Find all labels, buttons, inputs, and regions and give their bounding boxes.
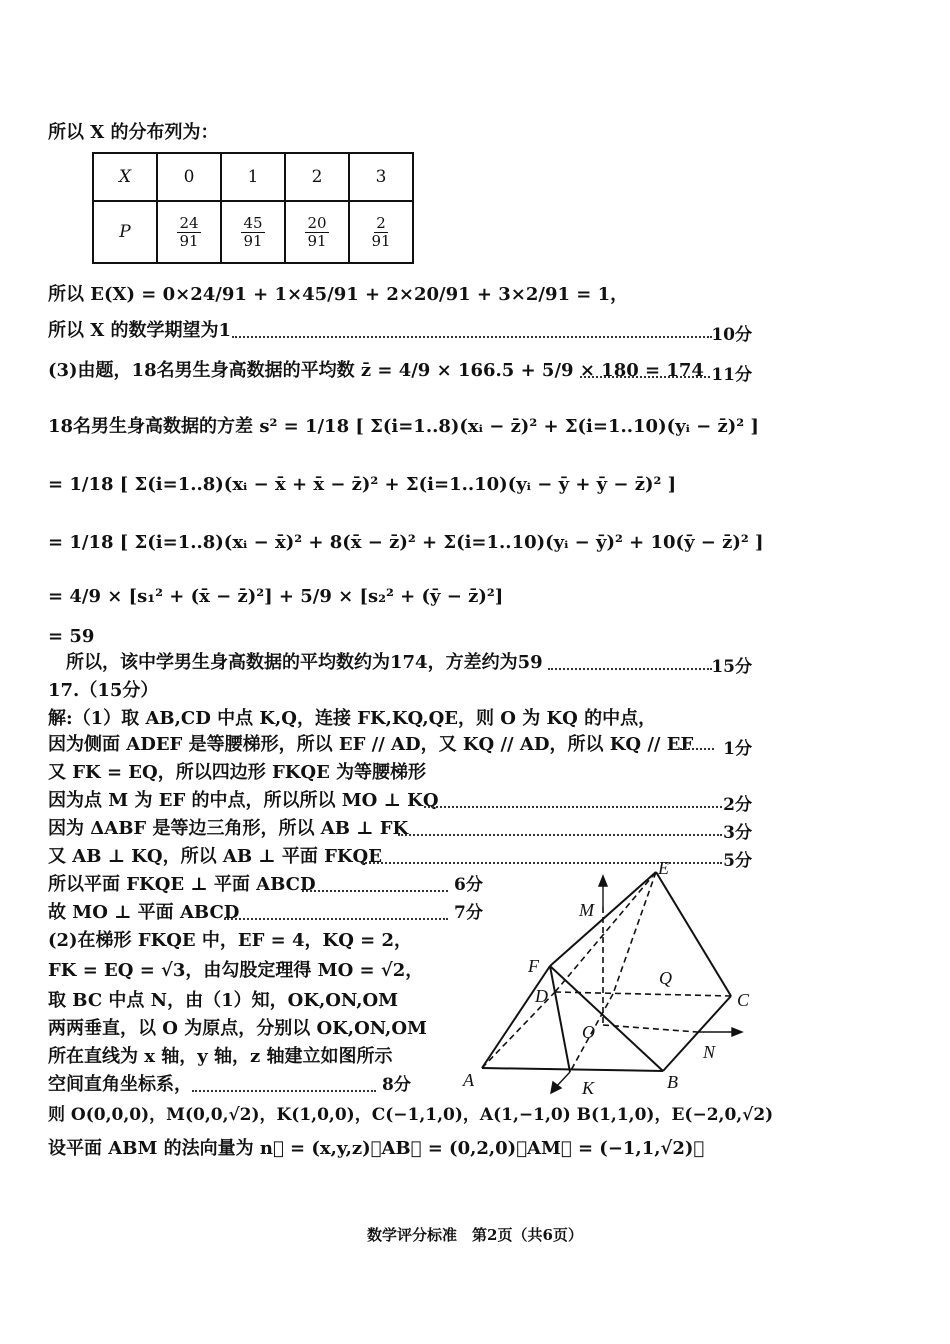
label-m: M [579, 900, 594, 920]
table-cell [221, 201, 285, 263]
table-cell: 0 [157, 153, 221, 201]
numerator: 24 [179, 213, 199, 232]
leader-dots [302, 890, 448, 892]
variance-line-2: = 1/18 [ Σ(i=1..8)(xᵢ − x̄ + x̄ − z̄)² + Σ(i=1..10)(yᵢ − ȳ + ȳ − z̄)² ] [48, 474, 677, 495]
score-6: 6分 [454, 875, 483, 895]
score-1: 1分 [723, 739, 752, 759]
solution-line-14: 空间直角坐标系， [48, 1074, 192, 1095]
conclusion-line: 所以，该中学男生身高数据的平均数约为174，方差约为59 [66, 652, 543, 673]
distribution-intro: 所以 X 的分布列为： [48, 122, 219, 143]
solution-line-2: 因为侧面 ADEF 是等腰梯形，所以 EF // AD，又 KQ // AD，所以 KQ // EF [48, 734, 694, 755]
table-cell: P [93, 201, 157, 263]
score-10: 10分 [711, 325, 752, 345]
geometry-figure [455, 860, 765, 1100]
numerator: 2 [376, 213, 386, 232]
score-2: 2分 [723, 795, 752, 815]
label-k: K [582, 1078, 595, 1098]
leader-dots [680, 748, 714, 750]
solution-line-13: 所在直线为 x 轴，y 轴，z 轴建立如图所示 [48, 1046, 393, 1067]
page-footer: 数学评分标准 第2页（共6页） [367, 1226, 583, 1244]
label-n: N [703, 1042, 716, 1062]
solution-line-9: (2)在梯形 FKQE 中，EF = 4，KQ = 2， [48, 930, 413, 951]
table-cell: 2 [285, 153, 349, 201]
table-cell: X [93, 153, 157, 201]
part3-line: (3)由题，18名男生身高数据的平均数 z̄ = 4/9 × 166.5 + 5/9 × 180 = 174 [48, 360, 704, 381]
score-7: 7分 [454, 903, 483, 923]
denominator: 91 [307, 231, 327, 250]
expectation-line: 所以 X 的数学期望为1 [48, 320, 232, 341]
score-11: 11分 [711, 365, 752, 385]
label-e: E [658, 860, 669, 878]
label-f: F [528, 956, 539, 976]
solution-line-3: 又 FK = EQ，所以四边形 FKQE 为等腰梯形 [48, 762, 427, 783]
variance-line-4: = 4/9 × [s₁² + (x̄ − z̄)²] + 5/9 × [s₂² + (ȳ − z̄)²] [48, 586, 504, 607]
label-q: Q [659, 968, 672, 988]
solution-line-8: 故 MO ⊥ 平面 ABCD [48, 902, 240, 923]
leader-dots [398, 834, 722, 836]
leader-dots [424, 806, 722, 808]
score-3: 3分 [723, 823, 752, 843]
label-a: A [463, 1070, 474, 1090]
solution-label: 解: [48, 708, 73, 729]
variance-line-5: = 59 [48, 626, 95, 647]
solution-line-11: 取 BC 中点 N，由（1）知，OK,ON,OM [48, 990, 399, 1011]
score-15: 15分 [711, 657, 752, 677]
solution-line-7: 所以平面 FKQE ⊥ 平面 ABCD [48, 874, 316, 895]
leader-dots [580, 376, 710, 378]
edge-af [482, 966, 550, 1068]
table-cell: 3 [349, 153, 413, 201]
solution-line-5: 因为 ΔABF 是等边三角形，所以 AB ⊥ FK [48, 818, 409, 839]
leader-dots [192, 1090, 376, 1092]
table-cell: 1 [221, 153, 285, 201]
numerator: 45 [243, 213, 263, 232]
solution-line-6: 又 AB ⊥ KQ，所以 AB ⊥ 平面 FKQE [48, 846, 382, 867]
solution-line-12: 两两垂直，以 O 为原点，分别以 OK,ON,OM [48, 1018, 427, 1039]
table-cell [285, 201, 349, 263]
label-o: O [582, 1022, 595, 1042]
score-8: 8分 [382, 1075, 411, 1095]
distribution-table [92, 152, 414, 264]
label-b: B [667, 1072, 678, 1092]
solution-line-10: FK = EQ = √3，由勾股定理得 MO = √2， [48, 960, 424, 981]
denominator: 91 [179, 231, 199, 250]
leader-dots [548, 668, 712, 670]
variance-line-1: 18名男生身高数据的方差 s² = 1/18 [ Σ(i=1..8)(xᵢ − z̄)² + Σ(i=1..10)(yᵢ − z̄)² ] [48, 416, 759, 437]
coordinates-line: 则 O(0,0,0)，M(0,0,√2)，K(1,0,0)，C(−1,1,0)，A(1,−1,0) B(1,1,0)，E(−2,0,√2) [48, 1105, 774, 1125]
leader-dots [232, 336, 712, 338]
denominator: 91 [243, 231, 263, 250]
denominator: 91 [371, 231, 391, 250]
normal-vector-line: 设平面 ABM 的法向量为 n⃗ = (x,y,z)，AB⃗ = (0,2,0)，AM⃗ = (−1,1,√2)， [48, 1138, 705, 1159]
score-5: 5分 [723, 851, 752, 871]
solution-text: （1）取 AB,CD 中点 K,Q，连接 FK,KQ,QE，则 O 为 KQ 的中点， [72, 708, 657, 729]
solution-line-4: 因为点 M 为 EF 的中点，所以所以 MO ⊥ KQ [48, 790, 439, 811]
leader-dots [224, 918, 448, 920]
label-c: C [737, 990, 750, 1010]
variance-line-3: = 1/18 [ Σ(i=1..8)(xᵢ − x̄)² + 8(x̄ − z̄)² + Σ(i=1..10)(yᵢ − ȳ)² + 10(ȳ − z̄)² ] [48, 532, 764, 553]
y-arrow [732, 1028, 742, 1036]
label-d: D [535, 986, 548, 1006]
edge-cb [663, 996, 731, 1071]
edge-de [555, 872, 656, 992]
solution-line-1 [48, 708, 656, 730]
question-17-title: 17.（15分） [48, 680, 159, 701]
table-cell [349, 201, 413, 263]
numerator: 20 [307, 213, 327, 232]
table-cell [157, 201, 221, 263]
z-arrow [599, 876, 607, 886]
expectation-formula: 所以 E(X) = 0×24/91 + 1×45/91 + 2×20/91 + 3×2/91 = 1， [48, 284, 629, 305]
